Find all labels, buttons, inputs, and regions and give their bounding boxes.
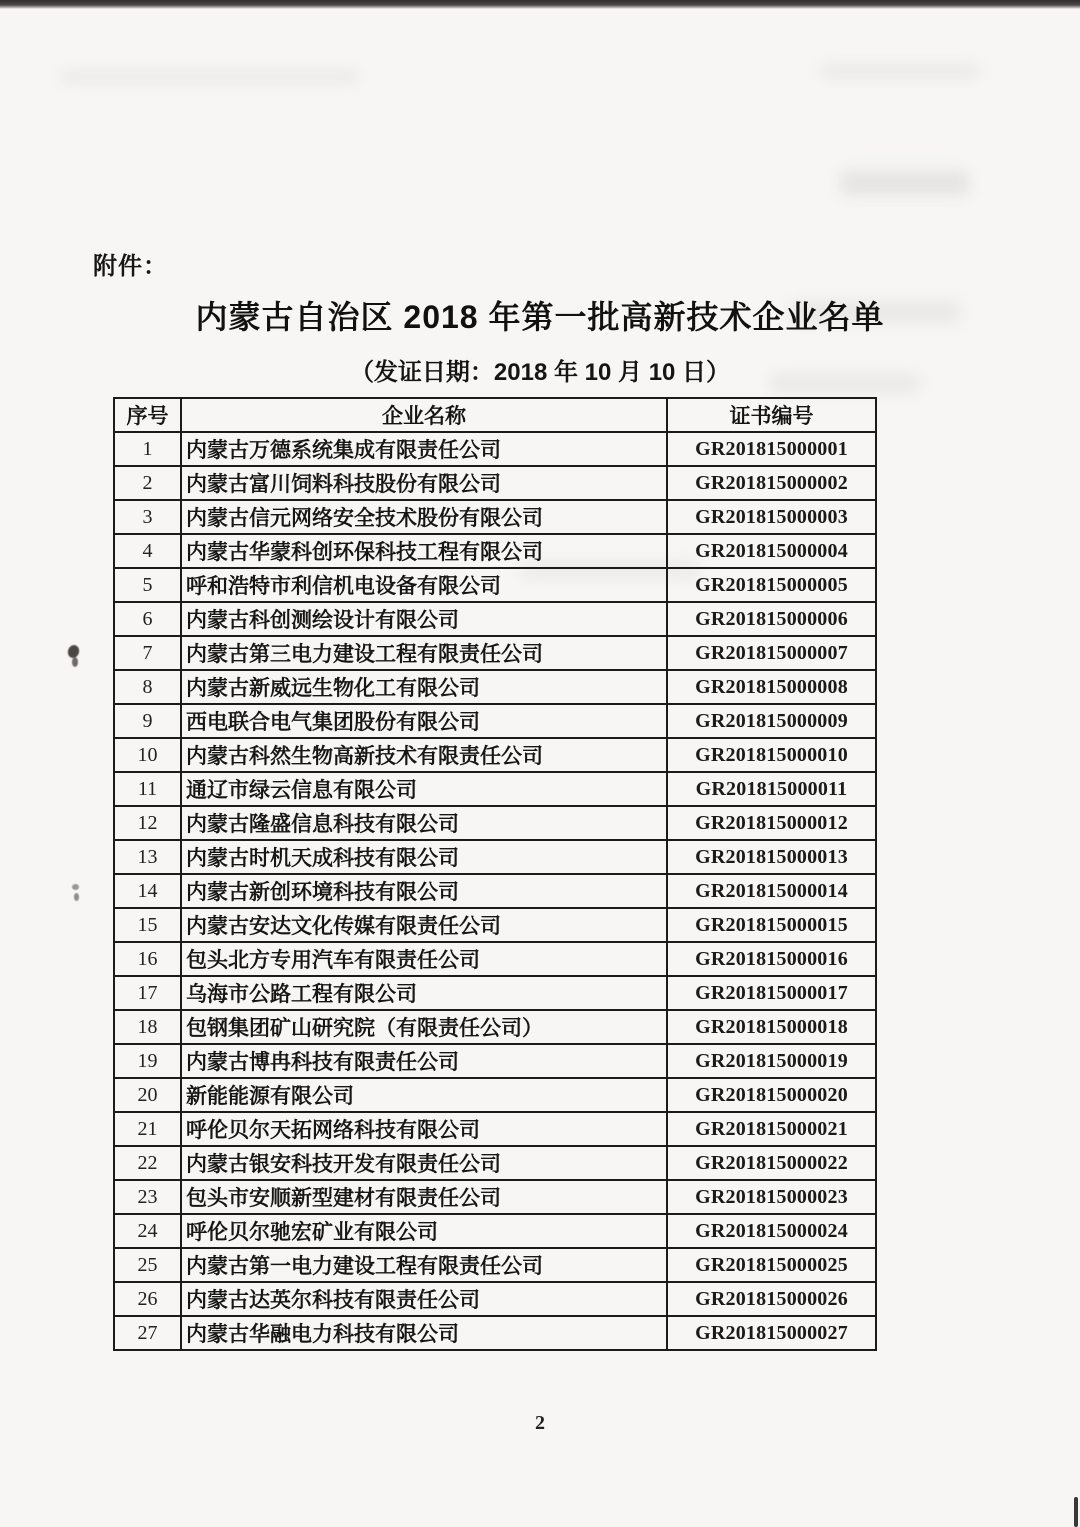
- company-name: 内蒙古达英尔科技有限责任公司: [181, 1282, 667, 1316]
- scan-ghosting: [820, 64, 980, 78]
- certificate-number: GR201815000004: [667, 534, 876, 568]
- row-number: 12: [114, 806, 181, 840]
- row-number: 25: [114, 1248, 181, 1282]
- certificate-number: GR201815000015: [667, 908, 876, 942]
- table-row: [114, 568, 876, 602]
- table-row: [114, 534, 876, 568]
- company-name: 呼伦贝尔驰宏矿业有限公司: [181, 1214, 667, 1248]
- row-number: 10: [114, 738, 181, 772]
- certificate-number: GR201815000023: [667, 1180, 876, 1214]
- row-number: 2: [114, 466, 181, 500]
- table-row: [114, 1180, 876, 1214]
- table-row: [114, 1146, 876, 1180]
- table-row: [114, 1010, 876, 1044]
- row-number: 15: [114, 908, 181, 942]
- company-name: 包钢集团矿山研究院（有限责任公司）: [181, 1010, 667, 1044]
- scan-top-edge: [0, 0, 1080, 9]
- table-row: [114, 1044, 876, 1078]
- company-table-header: [114, 398, 876, 432]
- ink-smudge: [72, 884, 79, 890]
- certificate-number: GR201815000006: [667, 602, 876, 636]
- certificate-number: GR201815000012: [667, 806, 876, 840]
- table-row: [114, 976, 876, 1010]
- table-row: [114, 636, 876, 670]
- table-row: [114, 704, 876, 738]
- company-name: 呼伦贝尔天拓网络科技有限公司: [181, 1112, 667, 1146]
- attachment-label: 附件：: [93, 253, 168, 280]
- row-number: 3: [114, 500, 181, 534]
- certificate-number: GR201815000007: [667, 636, 876, 670]
- header-row: [114, 398, 876, 432]
- certificate-number: GR201815000017: [667, 976, 876, 1010]
- row-number: 23: [114, 1180, 181, 1214]
- company-name: 内蒙古第三电力建设工程有限责任公司: [181, 636, 667, 670]
- company-name: 内蒙古新威远生物化工有限公司: [181, 670, 667, 704]
- row-number: 1: [114, 432, 181, 466]
- row-number: 11: [114, 772, 181, 806]
- table-row: [114, 908, 876, 942]
- certificate-number: GR201815000013: [667, 840, 876, 874]
- scan-ghosting: [840, 170, 970, 196]
- row-number: 7: [114, 636, 181, 670]
- row-number: 5: [114, 568, 181, 602]
- certificate-number: GR201815000027: [667, 1316, 876, 1350]
- certificate-number: GR201815000003: [667, 500, 876, 534]
- certificate-number: GR201815000024: [667, 1214, 876, 1248]
- certificate-number: GR201815000022: [667, 1146, 876, 1180]
- company-name: 内蒙古博冉科技有限责任公司: [181, 1044, 667, 1078]
- company-name: 新能能源有限公司: [181, 1078, 667, 1112]
- company-name: 内蒙古富川饲料科技股份有限公司: [181, 466, 667, 500]
- company-name: 内蒙古华融电力科技有限公司: [181, 1316, 667, 1350]
- company-name: 包头北方专用汽车有限责任公司: [181, 942, 667, 976]
- company-name: 内蒙古新创环境科技有限公司: [181, 874, 667, 908]
- certificate-number: GR201815000010: [667, 738, 876, 772]
- page-number: 2: [535, 1412, 545, 1434]
- certificate-number: GR201815000011: [667, 772, 876, 806]
- certificate-number: GR201815000020: [667, 1078, 876, 1112]
- certificate-number: GR201815000019: [667, 1044, 876, 1078]
- company-name: 内蒙古科然生物高新技术有限责任公司: [181, 738, 667, 772]
- row-number: 19: [114, 1044, 181, 1078]
- company-name: 西电联合电气集团股份有限公司: [181, 704, 667, 738]
- certificate-number: GR201815000026: [667, 1282, 876, 1316]
- certificate-number: GR201815000005: [667, 568, 876, 602]
- certificate-number: GR201815000018: [667, 1010, 876, 1044]
- row-number: 4: [114, 534, 181, 568]
- company-name: 内蒙古银安科技开发有限责任公司: [181, 1146, 667, 1180]
- company-name: 内蒙古安达文化传媒有限责任公司: [181, 908, 667, 942]
- row-number: 24: [114, 1214, 181, 1248]
- table-row: [114, 806, 876, 840]
- company-name: 内蒙古科创测绘设计有限公司: [181, 602, 667, 636]
- page-title: 内蒙古自治区 2018 年第一批高新技术企业名单: [195, 299, 885, 335]
- issue-date-subtitle: （发证日期：2018 年 10 月 10 日）: [349, 359, 731, 386]
- certificate-number: GR201815000025: [667, 1248, 876, 1282]
- certificate-number: GR201815000001: [667, 432, 876, 466]
- row-number: 21: [114, 1112, 181, 1146]
- scan-ghosting: [60, 70, 360, 84]
- row-number: 17: [114, 976, 181, 1010]
- certificate-number: GR201815000008: [667, 670, 876, 704]
- company-name: 乌海市公路工程有限公司: [181, 976, 667, 1010]
- company-name: 包头市安顺新型建材有限责任公司: [181, 1180, 667, 1214]
- table-row: [114, 1078, 876, 1112]
- table-row: [114, 1112, 876, 1146]
- table-row: [114, 738, 876, 772]
- header-certificate-number: 证书编号: [667, 398, 876, 432]
- ink-smudge: [74, 893, 79, 901]
- row-number: 6: [114, 602, 181, 636]
- table-row: [114, 432, 876, 466]
- table-row: [114, 500, 876, 534]
- company-name: 内蒙古信元网络安全技术股份有限公司: [181, 500, 667, 534]
- certificate-number: GR201815000014: [667, 874, 876, 908]
- row-number: 20: [114, 1078, 181, 1112]
- table-row: [114, 942, 876, 976]
- table-row: [114, 874, 876, 908]
- company-name: 内蒙古万德系统集成有限责任公司: [181, 432, 667, 466]
- table-row: [114, 1282, 876, 1316]
- row-number: 14: [114, 874, 181, 908]
- table-row: [114, 466, 876, 500]
- row-number: 18: [114, 1010, 181, 1044]
- header-serial-number: 序号: [114, 398, 181, 432]
- certificate-number: GR201815000009: [667, 704, 876, 738]
- table-row: [114, 1316, 876, 1350]
- ink-smudge: [72, 657, 78, 667]
- certificate-number: GR201815000002: [667, 466, 876, 500]
- company-name: 内蒙古华蒙科创环保科技工程有限公司: [181, 534, 667, 568]
- row-number: 22: [114, 1146, 181, 1180]
- company-table: [113, 397, 877, 1351]
- header-company-name: 企业名称: [181, 398, 667, 432]
- table-row: [114, 670, 876, 704]
- table-row: [114, 602, 876, 636]
- company-name: 内蒙古时机天成科技有限公司: [181, 840, 667, 874]
- company-name: 内蒙古隆盛信息科技有限公司: [181, 806, 667, 840]
- table-row: [114, 840, 876, 874]
- table-row: [114, 1214, 876, 1248]
- company-name: 呼和浩特市利信机电设备有限公司: [181, 568, 667, 602]
- row-number: 27: [114, 1316, 181, 1350]
- row-number: 26: [114, 1282, 181, 1316]
- row-number: 13: [114, 840, 181, 874]
- certificate-number: GR201815000016: [667, 942, 876, 976]
- row-number: 16: [114, 942, 181, 976]
- company-name: 内蒙古第一电力建设工程有限责任公司: [181, 1248, 667, 1282]
- row-number: 8: [114, 670, 181, 704]
- scan-edge-mark: [1074, 1497, 1078, 1527]
- company-name: 通辽市绿云信息有限公司: [181, 772, 667, 806]
- row-number: 9: [114, 704, 181, 738]
- table-row: [114, 1248, 876, 1282]
- certificate-number: GR201815000021: [667, 1112, 876, 1146]
- company-table-body: [114, 432, 876, 1350]
- table-row: [114, 772, 876, 806]
